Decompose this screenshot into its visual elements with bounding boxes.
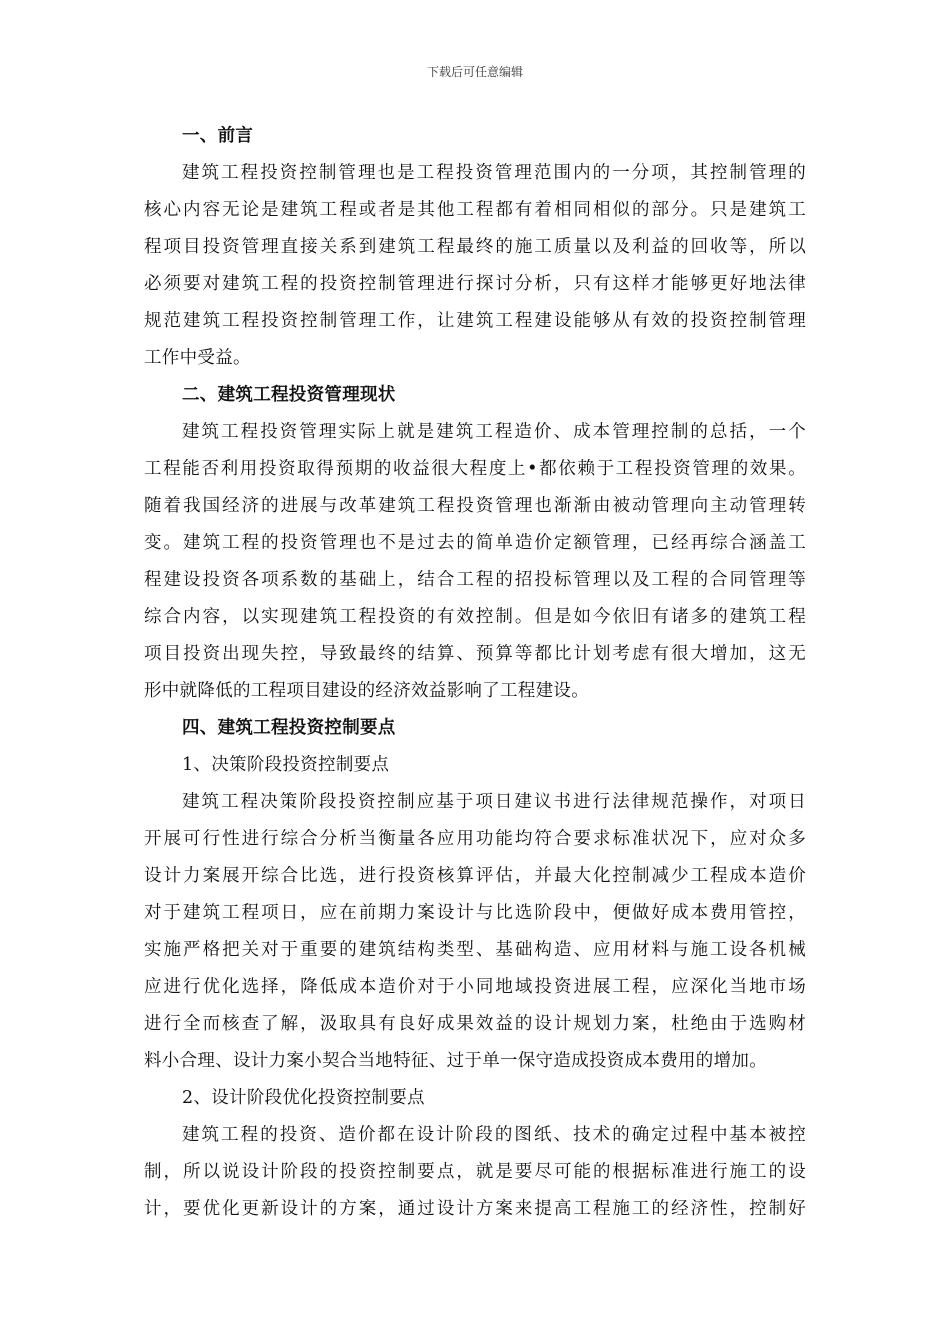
paragraph-line: 建筑工程的投资、造价都在设计阶段的图纸、技术的确定过程中基本被控 [182,1125,806,1145]
paragraph-line: 进行全而核查了解，汲取具有良好成果效益的设计规划力案，杜绝由于选购材 [144,1014,806,1034]
section-heading: 四、建筑工程投资控制要点 [182,718,396,738]
paragraph-line: 核心内容无论是建筑工程或者是其他工程都有着相同相似的部分。只是建筑工 [144,200,806,220]
paragraph-line: 开展可行性进行综合分析当衡量各应用功能均符合要求标准状况下，应对众多 [144,829,806,849]
paragraph-line: 设计力案展开综合比选，进行投资核算评估，并最大化控制减少工程成本造价 [144,866,806,886]
paragraph-line: 工作中受益。 [144,348,251,368]
paragraph-line: 建筑工程决策阶段投资控制应基于项日建议书进行法律规范操作，对项日 [182,792,806,812]
section-heading: 一、前言 [182,126,254,146]
subsection-heading: 1、决策阶段投资控制要点 [182,755,390,775]
paragraph-line: 建筑工程投资管理实际上就是建筑工程造价、成本管理控制的总括，一个 [182,422,806,442]
paragraph-line: 必须要对建筑工程的投资控制管理进行探讨分析，只有这样才能够更好地法律 [144,274,806,294]
subsection-heading: 2、设计阶段优化投资控制要点 [182,1088,425,1108]
section-heading: 二、建筑工程投资管理现状 [182,385,396,405]
paragraph-line: 对于建筑工程项日，应在前期力案设计与比选阶段中，便做好成本费用管控， [144,903,806,923]
paragraph-line: 形中就降低的工程项目建设的经济效益影响了工程建设。 [144,681,589,701]
paragraph-line: 规范建筑工程投资控制管理工作，让建筑工程建设能够从有效的投资控制管理 [144,311,806,331]
paragraph-line: 计，要优化更新设计的方案，通过设计方案来提高工程施工的经济性，控制好 [144,1199,806,1219]
paragraph-line: 随着我国经济的进展与改革建筑工程投资管理也渐渐由被动管理向主动管理转 [144,496,806,516]
paragraph-line: 料小合理、设计力案小契合当地特征、过于单一保守造成投资成本费用的增加。 [144,1051,767,1071]
paragraph-line: 工程能否利用投资取得预期的收益很大程度上•都依赖于工程投资管理的效果。 [144,459,806,479]
paragraph-line: 应进行优化选择，降低成本造价对于小同地域投资进展工程，应深化当地市场 [144,977,806,997]
paragraph-line: 变。建筑工程的投资管理也不是过去的简单造价定额管理，已经再综合涵盖工 [144,533,806,553]
paragraph-line: 综合内容，以实现建筑工程投资的有效控制。但是如今依旧有诸多的建筑工程 [144,607,806,627]
document-body [144,118,806,1228]
paragraph-line: 程项目投资管理直接关系到建筑工程最终的施工质量以及利益的回收等，所以 [144,237,806,257]
page-header: 下载后可任意编辑 [426,65,523,79]
paragraph-line: 项目投资出现失控，导致最终的结算、预算等都比计划考虑有很大增加，这无 [144,644,806,664]
paragraph-line: 程建设投资各项系数的基础上，结合工程的招投标管理以及工程的合同管理等 [144,570,806,590]
paragraph-line: 实施严格把关对于重要的建筑结构类型、基础构造、应用材料与施工设各机械 [144,940,806,960]
paragraph-line: 建筑工程投资控制管理也是工程投资管理范围内的一分项，其控制管理的 [182,163,806,183]
paragraph-line: 制，所以说设计阶段的投资控制要点，就是要尽可能的根据标准进行施工的设 [144,1162,806,1182]
